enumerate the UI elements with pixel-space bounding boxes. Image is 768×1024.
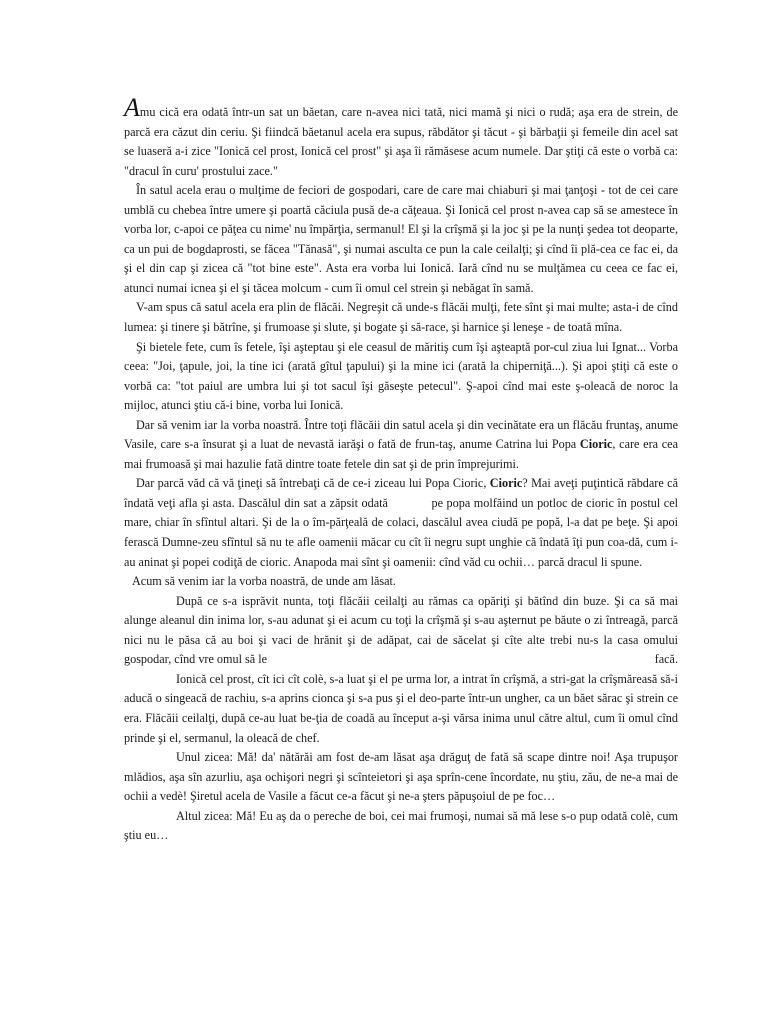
paragraph-4 bbox=[124, 338, 678, 416]
paragraph-6 bbox=[124, 474, 678, 572]
paragraph-8-end: facă. bbox=[654, 652, 678, 667]
paragraph-1-text: mu cică era odată într-un sat un băetan, care n-avea nici tată, nici mamă şi nici o rudă; aşa era de strein, de parcă era căzut din ceriu. Şi fiindcă băetanul acela era supus, răbdător şi tăcut - şi bărbaţii şi femeile din acel sat se luaseră a-i zice "Ionică cel prost, Ionică cel prost" şi aşa îi rămăsese acum numele. Dar ştiţi că este o vorbă ca: "dracul în curu' prostului zace." bbox=[124, 105, 678, 178]
paragraph-2-text: În satul acela erau o mulţime de feciori de gospodari, care de care mai chiaburi şi mai ţanţoşi - tot de cei care umblă cu chebea între umere şi poartă căciula pusă de-a căţeaua. Şi Ionică cel prost n-avea cap să se amestece în vorba lor, c-apoi ce păţea cu nime' nu împărţia, sermanul! El şi la crîşmă şi la joc şi pe la nunţi şedea tot deoparte, ca un pui de bogdaprosti, se făcea "Tănasă", şi numai asculta ce pun la cale ceilalţi; şi cînd îi plă-cea ce fac ei, da şi el din cap şi zicea că "tot bine este". Asta era vorba lui Ionică. Iară cînd nu se mulţămea cu ceea ce fac ei, atunci numai icnea şi el şi tăcea molcum - cum îi omul cel strein şi nebăgat în samă. bbox=[124, 183, 679, 295]
story-text bbox=[124, 93, 679, 846]
paragraph-7 bbox=[124, 572, 678, 592]
cioric-bold-2: Cioric bbox=[489, 476, 523, 491]
paragraph-10 bbox=[124, 748, 678, 807]
paragraph-5-text-a: Dar să venim iar la vorba noastră. Între toţi flăcăii din satul acela şi din vecinătate era un flăcău fruntaş, anume Vasile, care s-a însurat şi a luat de nevastă iarăşi o fată de frun-taş, anume Catrina lui Popa bbox=[124, 417, 678, 452]
paragraph-2 bbox=[124, 181, 678, 298]
paragraph-1 bbox=[124, 93, 678, 181]
paragraph-11-text: Altul zicea: Mă! Eu aş da o pereche de boi, cei mai frumoşi, numai să mă lese s-o pup odată colè, cum ştiu eu… bbox=[124, 808, 678, 843]
paragraph-3 bbox=[124, 298, 678, 337]
paragraph-3-text: V-am spus că satul acela era plin de flăcăi. Negreşit că unde-s flăcăi mulţi, fete sînt şi mai multe; asta-i de cînd lumea: şi tinere şi bătrîne, şi frumoase şi slute, şi bogate şi să-race, şi harnice şi leneşe - de toată mîna. bbox=[124, 300, 678, 335]
drop-cap: A bbox=[124, 93, 140, 122]
paragraph-6-text-b: ? Mai aveţi puţintică răbdare că îndată veţi afla şi asta. Dascălul din sat a zăpsit odată bbox=[124, 476, 678, 510]
paragraph-7-text: Acum să venim iar la vorba noastră, de unde am lăsat. bbox=[132, 574, 396, 589]
paragraph-6-text-a: Dar parcă văd că vă ţineţi să întrebaţi că de ce-i ziceau lui Popa Cioric, bbox=[136, 476, 490, 491]
paragraph-9 bbox=[124, 670, 678, 748]
paragraph-9-text: Ionică cel prost, cît ici cît colè, s-a luat şi el pe urma lor, a intrat în crîşmă, a stri-gat la crîşmăreasă să-i aducă o singeacă de rachiu, s-a aprins cionca şi s-a pus şi el deo-parte într-un ungher, ca un băet sărac şi strein ce era. Flăcăii ceilalţi, după ce-au luat be-ţia de coadă au început a-şi vărsa inima unul către altul, cum îi omul cînd prinde şi el, sermanul, la oleacă de chef. bbox=[124, 671, 678, 745]
paragraph-4-text: Şi bietele fete, cum îs fetele, îşi aşteptau şi ele ceasul de măritiş cum îşi aşteaptă por-cul ziua lui Ignat... Vorba ceea: "Joi, ţapule, joi, la tine ici (arată gîtul ţapului) şi la mine ici (arată la chiperniţă...). Şi apoi ştiţi că este o vorbă ca: "tot paiul are umbra lui şi tot sacul îşi găseşte petecul". Ş-apoi cînd mai este ş-oleacă de noroc la mijloc, atunci ştiu că-i bine, vorba lui Ionică. bbox=[124, 339, 678, 413]
paragraph-5-text-b: , care era cea mai frumoasă şi mai hazulie fată dintre toate fetele din sat şi de prin împrejurimi. bbox=[124, 437, 678, 471]
paragraph-5 bbox=[124, 416, 678, 475]
paragraph-11 bbox=[124, 807, 678, 846]
paragraph-8-text: După ce s-a isprăvit nunta, toţi flăcăii ceilalţi au rămas ca opăriţi şi bătînd din buze. Şi ca să mai alunge aleanul din inima lor, s-au adunat şi ei acum cu toţi la crîşmă şi s-au aşternut pe băute o zi întreagă, parcă nici nu le păsa că au boi şi vaci de hrănit şi de adăpat, cai de săcelat şi cîte alte trebi nu-s la casa omului gospodar, cînd vre omul să le bbox=[124, 593, 678, 667]
paragraph-10-text: Unul zicea: Mă! da' nătărăi am fost de-am lăsat aşa drăguţ de fată să scape dintre noi! Aşa trupuşor mlădios, aşa sîn azurliu, aşa ochişori negri şi scînteietori şi aşa sprîn-cene încordate, nu ştiu, zău, de ne-a mai de ochii a vedè! Şiretul acela de Vasile a făcut ce-a făcut şi ne-a şters păpuşoiul de pe foc… bbox=[124, 750, 678, 804]
paragraph-8 bbox=[124, 592, 678, 670]
paragraph-6-text-c: pe popa molfăind un potloc de cioric în postul cel mare, chiar în sfîntul altari. Şi de la o îm-părţeală de colaci, dascălul avea ciudă pe popă, l-a dat pe beţe. Şi apoi ferască Dumne-zeu sfîntul să nu te afle oamenii măcar cu cît îi negru supt unghie că îndată îţi pun coa-dă, cum i-au aninat şi popei codiţă de cioric. Anapoda mai sînt şi oamenii: cînd văd cu ochii… parcă dracul li spune. bbox=[124, 495, 679, 569]
cioric-bold-1: Cioric bbox=[579, 437, 613, 452]
